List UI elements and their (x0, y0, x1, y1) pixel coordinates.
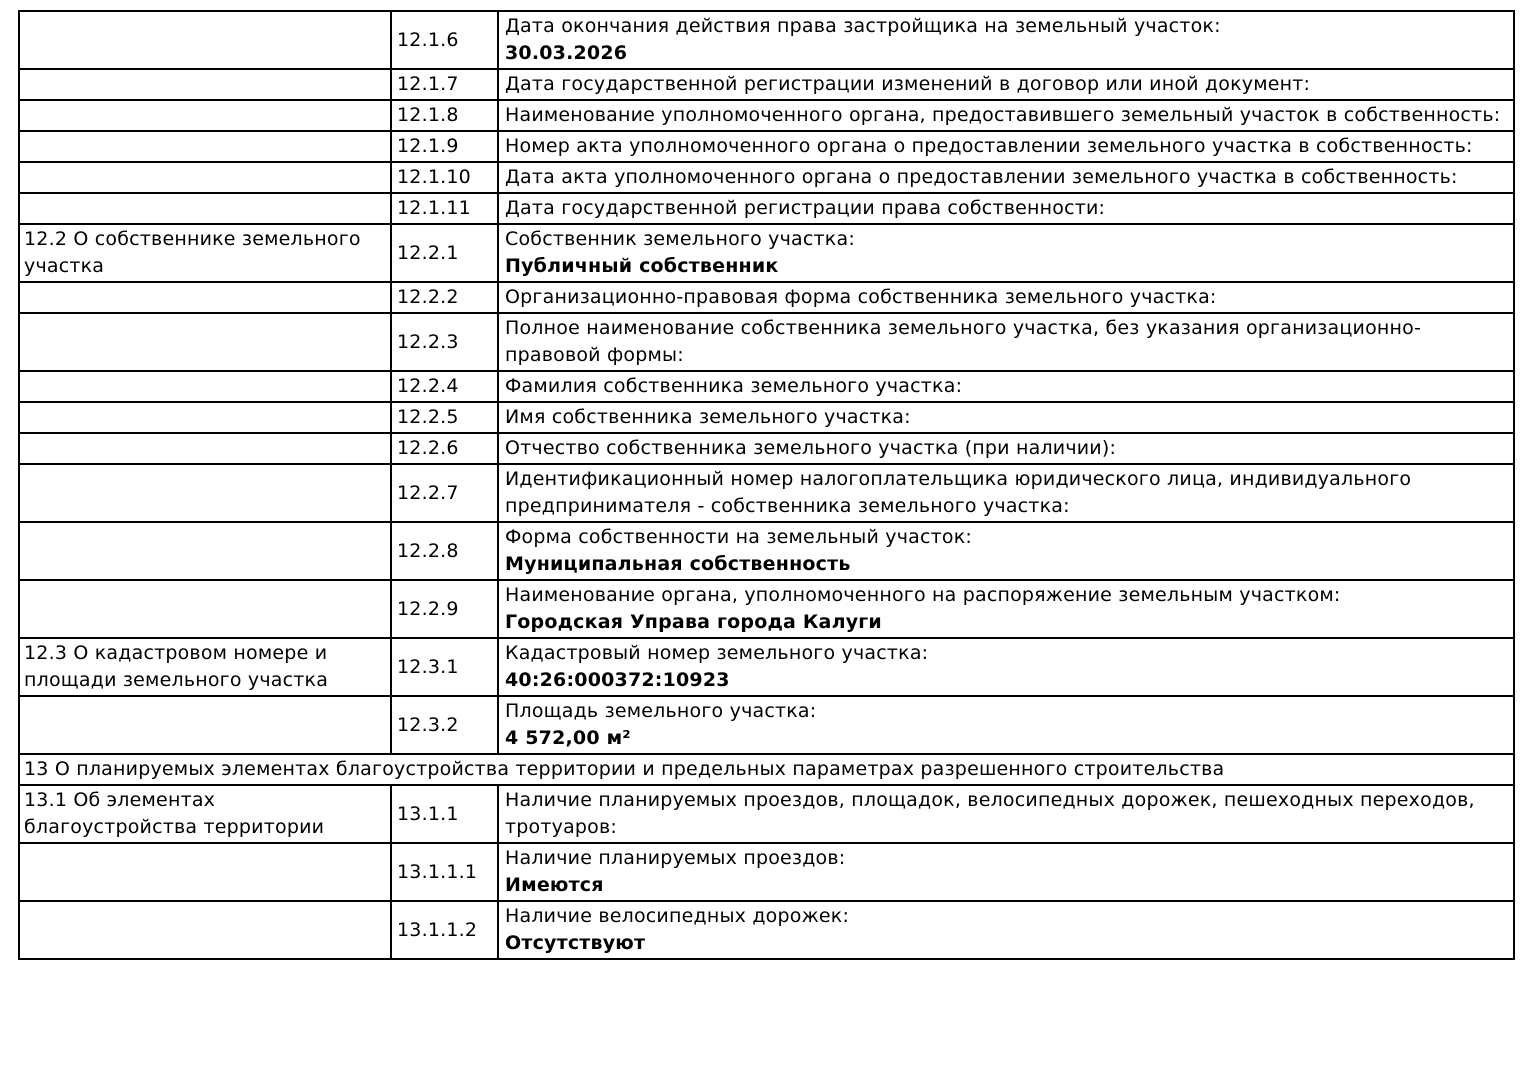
field-value: Публичный собственник (505, 255, 779, 277)
section-cell (19, 522, 391, 580)
row-number: 12.2.5 (391, 402, 498, 433)
table-row (19, 282, 1514, 313)
field-value: 4 572,00 м² (505, 727, 631, 749)
row-number: 12.2.8 (391, 522, 498, 580)
row-number: 13.1.1.1 (391, 843, 498, 901)
row-number: 12.1.6 (391, 11, 498, 69)
section-header-row (19, 754, 1514, 785)
row-number: 13.1.1 (391, 785, 498, 843)
field-cell (498, 313, 1514, 371)
row-number: 12.2.9 (391, 580, 498, 638)
field-label: Дата окончания действия права застройщика на земельный участок: (505, 15, 1221, 37)
table-row (19, 162, 1514, 193)
field-cell (498, 522, 1514, 580)
field-cell (498, 69, 1514, 100)
field-value: Городская Управа города Калуги (505, 611, 882, 633)
field-label: Имя собственника земельного участка: (505, 406, 911, 428)
field-cell (498, 371, 1514, 402)
section-cell (19, 433, 391, 464)
section-cell (19, 464, 391, 522)
section-cell (19, 402, 391, 433)
table-row (19, 371, 1514, 402)
row-number: 12.2.7 (391, 464, 498, 522)
row-number: 12.1.10 (391, 162, 498, 193)
declaration-table-body (19, 11, 1514, 959)
table-row (19, 313, 1514, 371)
field-cell (498, 162, 1514, 193)
field-label: Площадь земельного участка: (505, 700, 817, 722)
table-row (19, 193, 1514, 224)
section-cell (19, 696, 391, 754)
field-cell (498, 11, 1514, 69)
row-number: 12.2.2 (391, 282, 498, 313)
field-label: Кадастровый номер земельного участка: (505, 642, 929, 664)
row-number: 12.2.4 (391, 371, 498, 402)
field-label: Организационно-правовая форма собственника земельного участка: (505, 286, 1217, 308)
field-cell (498, 433, 1514, 464)
field-label: Идентификационный номер налогоплательщика юридического лица, индивидуального предпринимателя - собственника земельного участка: (505, 468, 1412, 517)
section-cell (19, 100, 391, 131)
field-cell (498, 843, 1514, 901)
section-cell (19, 69, 391, 100)
section-cell (19, 11, 391, 69)
section-cell (19, 580, 391, 638)
field-label: Наличие планируемых проездов: (505, 847, 846, 869)
field-cell (498, 901, 1514, 959)
section-cell (19, 193, 391, 224)
row-number: 12.2.3 (391, 313, 498, 371)
row-number: 12.1.7 (391, 69, 498, 100)
section-cell (19, 843, 391, 901)
section-cell (19, 313, 391, 371)
field-cell (498, 282, 1514, 313)
field-label: Наименование уполномоченного органа, предоставившего земельный участок в собственность: (505, 104, 1501, 126)
row-number: 12.3.2 (391, 696, 498, 754)
table-row (19, 131, 1514, 162)
field-value: Отсутствуют (505, 932, 646, 954)
declaration-table (18, 10, 1515, 960)
section-header-label: 13 О планируемых элементах благоустройства территории и предельных параметрах разрешенного строительства (19, 754, 1514, 785)
field-label: Фамилия собственника земельного участка: (505, 375, 963, 397)
section-cell: 12.3 О кадастровом номере и площади земельного участка (19, 638, 391, 696)
row-number: 12.3.1 (391, 638, 498, 696)
section-cell (19, 371, 391, 402)
field-label: Наличие планируемых проездов, площадок, велосипедных дорожек, пешеходных переходов, тротуаров: (505, 789, 1475, 838)
section-cell (19, 162, 391, 193)
field-label: Наименование органа, уполномоченного на распоряжение земельным участком: (505, 584, 1341, 606)
row-number: 13.1.1.2 (391, 901, 498, 959)
section-cell: 12.2 О собственнике земельного участка (19, 224, 391, 282)
field-value: 30.03.2026 (505, 42, 628, 64)
table-row (19, 464, 1514, 522)
field-label: Дата государственной регистрации права собственности: (505, 197, 1106, 219)
table-row (19, 901, 1514, 959)
table-row (19, 11, 1514, 69)
row-number: 12.1.8 (391, 100, 498, 131)
section-cell (19, 282, 391, 313)
field-label: Номер акта уполномоченного органа о предоставлении земельного участка в собственность: (505, 135, 1473, 157)
field-value: Муниципальная собственность (505, 553, 851, 575)
field-cell (498, 464, 1514, 522)
field-cell (498, 580, 1514, 638)
field-value: 40:26:000372:10923 (505, 669, 730, 691)
table-row (19, 843, 1514, 901)
field-cell (498, 224, 1514, 282)
table-row (19, 69, 1514, 100)
field-label: Форма собственности на земельный участок: (505, 526, 973, 548)
table-row (19, 224, 1514, 282)
section-cell: 13.1 Об элементах благоустройства территории (19, 785, 391, 843)
field-cell (498, 696, 1514, 754)
field-value: Имеются (505, 874, 604, 896)
field-label: Дата акта уполномоченного органа о предоставлении земельного участка в собственность: (505, 166, 1458, 188)
table-row (19, 522, 1514, 580)
table-row (19, 696, 1514, 754)
field-cell (498, 193, 1514, 224)
field-cell (498, 100, 1514, 131)
field-label: Наличие велосипедных дорожек: (505, 905, 850, 927)
row-number: 12.1.11 (391, 193, 498, 224)
field-label: Полное наименование собственника земельного участка, без указания организационно-правовой формы: (505, 317, 1422, 366)
field-label: Дата государственной регистрации изменений в договор или иной документ: (505, 73, 1311, 95)
field-label: Отчество собственника земельного участка (при наличии): (505, 437, 1117, 459)
row-number: 12.1.9 (391, 131, 498, 162)
row-number: 12.2.1 (391, 224, 498, 282)
table-row (19, 785, 1514, 843)
field-label: Собственник земельного участка: (505, 228, 855, 250)
section-cell (19, 901, 391, 959)
field-cell (498, 785, 1514, 843)
row-number: 12.2.6 (391, 433, 498, 464)
table-row (19, 638, 1514, 696)
table-row (19, 100, 1514, 131)
table-row (19, 433, 1514, 464)
table-row (19, 402, 1514, 433)
section-cell (19, 131, 391, 162)
field-cell (498, 402, 1514, 433)
field-cell (498, 638, 1514, 696)
table-row (19, 580, 1514, 638)
field-cell (498, 131, 1514, 162)
